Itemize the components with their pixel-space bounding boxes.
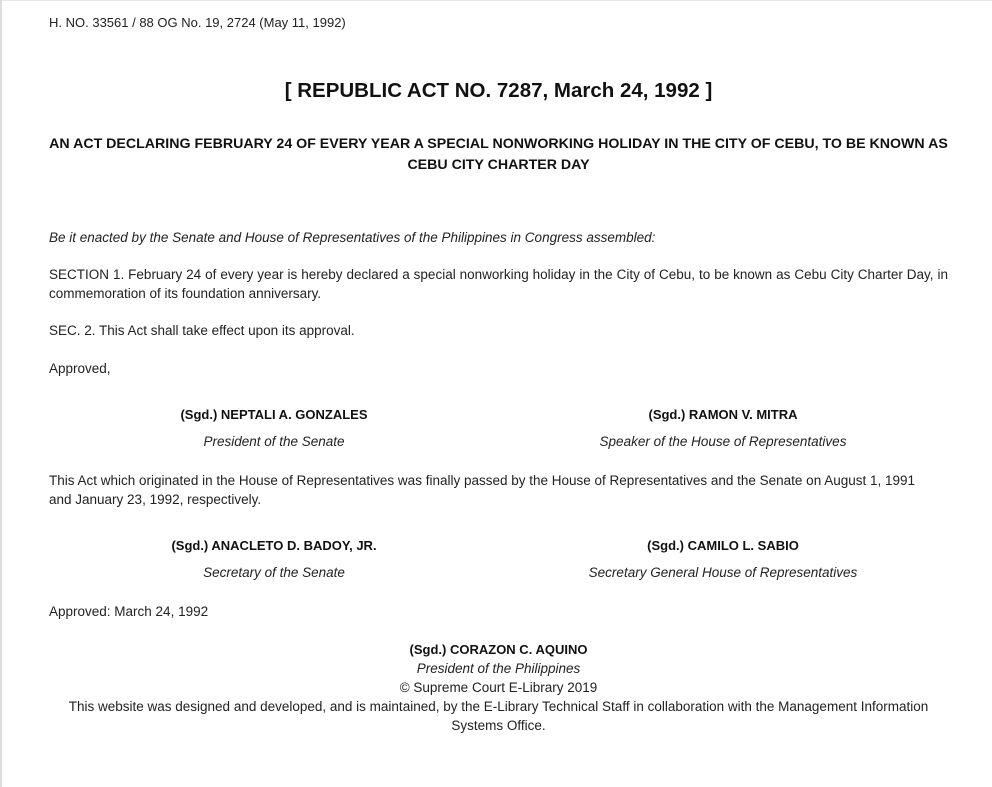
signatory-title: President of the Senate	[203, 434, 345, 449]
credit-text: This website was designed and developed, and is maintained, by the E-Library Technical Staff in collaboration with the Management Information Systems Office.	[68, 699, 929, 733]
signatory-title: Speaker of the House of Representatives	[599, 434, 847, 449]
signatory-name: (Sgd.) CAMILO L. SABIO	[647, 538, 799, 553]
signatory-title: Secretary General House of Representatives	[588, 565, 858, 580]
act-title-heading: AN ACT DECLARING FEBRUARY 24 OF EVERY YEAR A SPECIAL NONWORKING HOLIDAY IN THE CITY OF CEBU, TO BE KNOWN AS CEBU CITY CHARTER DAY	[49, 136, 948, 173]
signatory-title: Secretary of the Senate	[203, 565, 345, 580]
signature-block-president	[49, 640, 948, 678]
signature-block-senate-president	[49, 405, 499, 451]
top-border	[0, 0, 992, 1]
approved-label: Approved,	[49, 361, 111, 376]
enacting-clause: Be it enacted by the Senate and House of Representatives of the Philippines in Congress assembled:	[49, 230, 656, 245]
president-name: (Sgd.) CORAZON C. AQUINO	[409, 642, 588, 657]
citation-line: H. NO. 33561 / 88 OG No. 19, 2724 (May 11, 1992)	[49, 15, 346, 30]
copyright-text: © Supreme Court E-Library 2019	[399, 680, 598, 695]
signature-block-house-speaker	[498, 405, 948, 451]
act-number-heading: [ REPUBLIC ACT NO. 7287, March 24, 1992 ]	[284, 79, 713, 102]
section-1-paragraph: SECTION 1. February 24 of every year is hereby declared a special nonworking holiday in the City of Cebu, to be known as Cebu City Charter Day, in commemoration of its foundation anniversary.	[49, 267, 948, 301]
site-footer	[49, 678, 948, 735]
president-title: President of the Philippines	[416, 661, 581, 676]
approval-date: Approved: March 24, 1992	[49, 604, 209, 619]
left-border	[0, 0, 2, 787]
signatory-name: (Sgd.) ANACLETO D. BADOY, JR.	[171, 538, 377, 553]
signature-block-senate-secretary	[49, 536, 499, 582]
signatory-name: (Sgd.) NEPTALI A. GONZALES	[180, 407, 368, 422]
origin-note-paragraph: This Act which originated in the House of Representatives was finally passed by the House of Representatives and the Senate on August 1, 1991 and January 23, 1992, respectively.	[49, 473, 916, 507]
section-2-paragraph: SEC. 2. This Act shall take effect upon its approval.	[49, 323, 355, 338]
signature-block-house-secretary	[498, 536, 948, 582]
signatory-name: (Sgd.) RAMON V. MITRA	[648, 407, 798, 422]
